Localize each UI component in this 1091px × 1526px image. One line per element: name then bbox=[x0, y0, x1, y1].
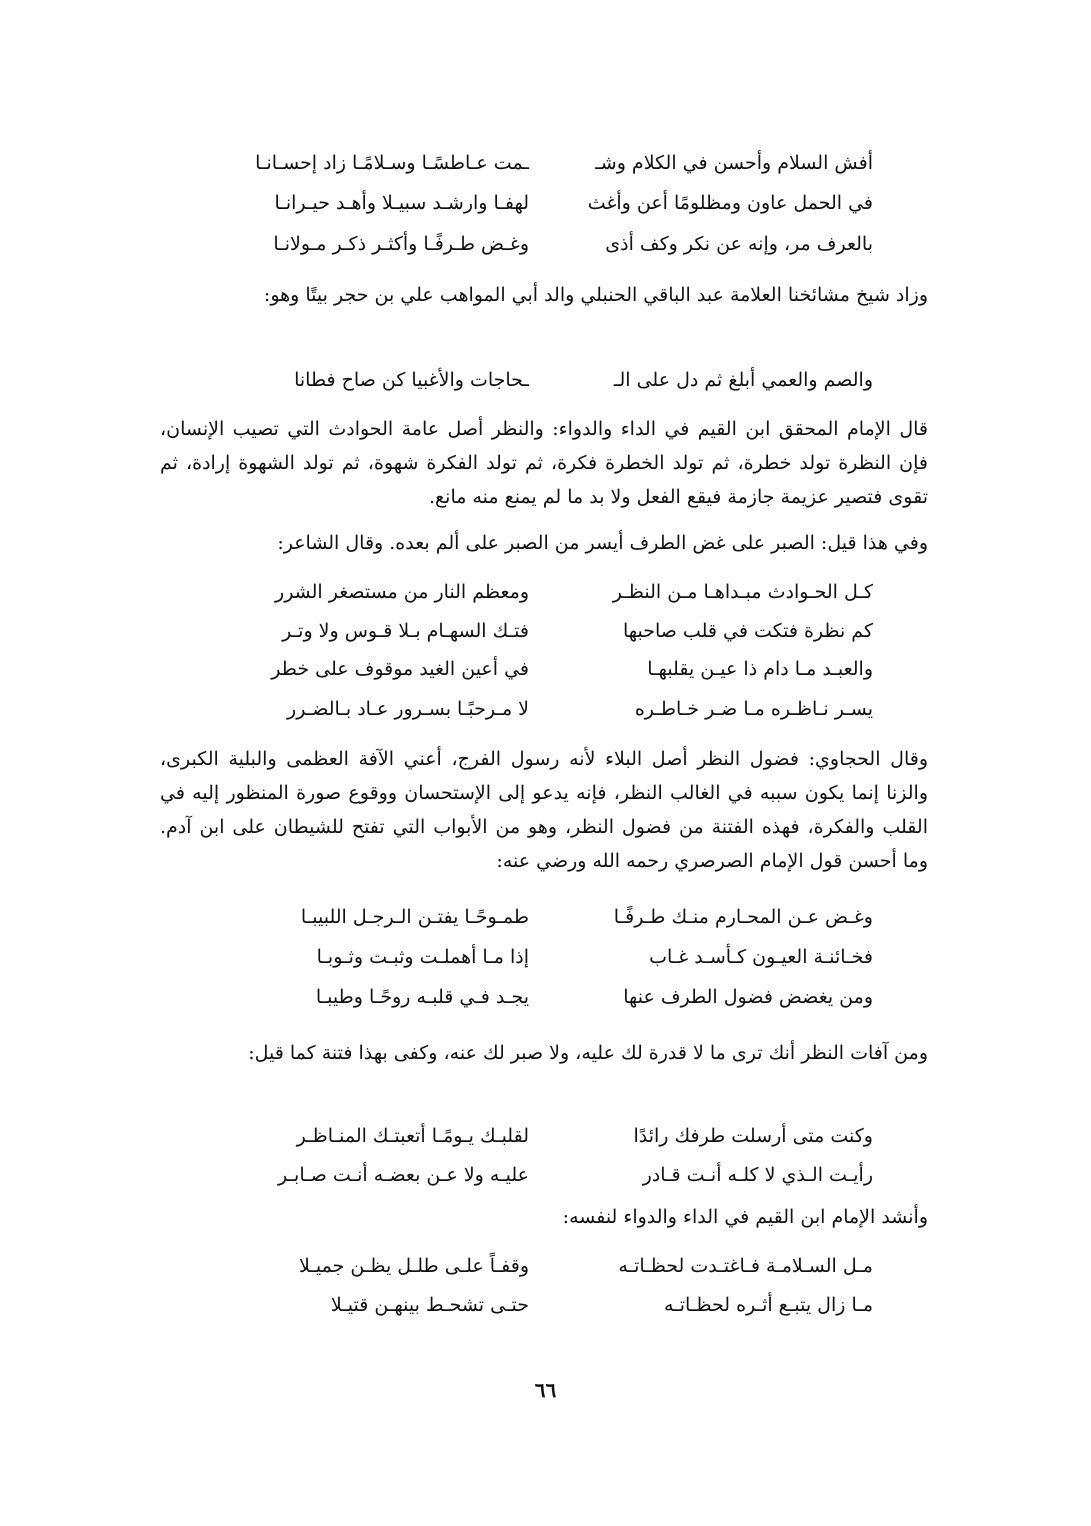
paragraph: وفي هذا قيل: الصبر على غض الطرف أيسر من الصبر على ألم بعده. وقال الشاعر: bbox=[277, 532, 928, 554]
verse-line bbox=[0, 360, 1091, 400]
paragraph: وأنشد الإمام ابن القيم في الداء والدواء لنفسه: bbox=[562, 1206, 928, 1228]
verse-second-hemistich: وقفـاً علـى طلـل يظـن جميـلا bbox=[298, 1255, 529, 1277]
verse-second-hemistich: وغـض طـرفًـا وأكثـر ذكـر مـولانـا bbox=[273, 233, 529, 255]
verse-line bbox=[0, 183, 1091, 223]
verse-line bbox=[0, 611, 1091, 651]
verse-first-hemistich: في الحمل عاون ومظلومًا أعن وأغث bbox=[587, 192, 873, 214]
verse-second-hemistich: ـحاجات والأغبيا كن صاح فطانا bbox=[294, 369, 529, 391]
verse-first-hemistich: والصم والعمي أبلغ ثم دل على الـ bbox=[613, 369, 873, 391]
verse-first-hemistich: وكنت متى أرسلت طرفك رائدًا bbox=[633, 1125, 873, 1147]
verse-line bbox=[0, 937, 1091, 977]
verse-second-hemistich: يجـد فـي قلبـه روحًـا وطيبـا bbox=[315, 986, 529, 1008]
verse-line bbox=[0, 224, 1091, 264]
verse-first-hemistich: مـا زال يتبـع أثـره لحظـاتـه bbox=[664, 1294, 873, 1316]
paragraph: وزاد شيخ مشائخنا العلامة عبد الباقي الحنبلي والد أبي المواهب علي بن حجر بيتًا وهو: bbox=[263, 284, 928, 306]
verse-line bbox=[0, 689, 1091, 729]
verse-first-hemistich: وغـض عـن المحـارم منـك طـرفًـا bbox=[613, 906, 873, 928]
verse-second-hemistich: لقلبـك يـومًـا أتعبتـك المنـاظـر bbox=[296, 1125, 529, 1147]
verse-second-hemistich: في أعين الغيد موقوف على خطر bbox=[271, 658, 529, 680]
verse-second-hemistich: لا مـرحبًـا بسـرور عـاد بـالضـرر bbox=[287, 698, 529, 720]
verse-line bbox=[0, 1246, 1091, 1286]
verse-second-hemistich: حتـى تشحـط بينهـن قتيـلا bbox=[330, 1294, 529, 1316]
verse-first-hemistich: والعبـد مـا دام ذا عيـن يقلبهـا bbox=[647, 658, 873, 680]
verse-line bbox=[0, 143, 1091, 183]
verse-line bbox=[0, 1116, 1091, 1156]
verse-second-hemistich: فتـك السهـام بـلا قـوس ولا وتـر bbox=[282, 620, 529, 642]
verse-first-hemistich: ومن يغضض فضول الطرف عنها bbox=[623, 986, 873, 1008]
verse-second-hemistich: ومعظم النار من مستصغر الشرر bbox=[275, 581, 529, 603]
verse-second-hemistich: عليـه ولا عـن بعضـه أنـت صـابـر bbox=[278, 1164, 529, 1186]
page-number: ٦٦ bbox=[534, 1378, 557, 1402]
verse-first-hemistich: بالعرف مر، وإنه عن نكر وكف أذى bbox=[605, 233, 873, 255]
verse-second-hemistich: طمـوحًـا يفتـن الـرجـل اللبيبـا bbox=[300, 906, 529, 928]
verse-line bbox=[0, 649, 1091, 689]
verse-second-hemistich: لهفـا وارشـد سبيـلا وأهـد حيـرانـا bbox=[274, 192, 529, 214]
paragraph: قال الإمام المحقق ابن القيم في الداء والدواء: والنظر أصل عامة الحوادث التي تصيب الإنسان، فإن النظرة تولد خطرة، ثم تولد الخطرة فكرة، ثم تولد الفكرة شهوة، ثم تولد الشهوة إرادة، ثم تقوى فتصير عزيمة جازمة فيقع الفعل ولا بد ما لم يمنع منه مانع. bbox=[160, 418, 928, 508]
verse-first-hemistich: أفش السلام وأحسن في الكلام وشـ bbox=[595, 152, 873, 174]
verse-second-hemistich: إذا مـا أهملـت وثبـت وثـوبـا bbox=[316, 946, 529, 968]
paragraph: وقال الحجاوي: فضول النظر أصل البلاء لأنه رسول الفرج، أعني الآفة العظمى والبلية الكبرى، والزنا إنما يكون سببه في الغالب النظر، فإنه يدعو إلى الإستحسان ووقوع صورة المنظور إليه في القلب والفكرة، فهذه الفتنة من فضول النظر، وهو من الأبواب التي تفتح للشيطان على ابن آدم. وما أحسن قول الإمام الصرصري رحمه الله ورضي عنه: bbox=[160, 748, 928, 872]
verse-first-hemistich: فخـائنـة العيـون كـأسـد غـاب bbox=[649, 946, 873, 968]
verse-line bbox=[0, 977, 1091, 1017]
verse-line bbox=[0, 1285, 1091, 1325]
verse-first-hemistich: كـل الحـوادث مبـداهـا مـن النظـر bbox=[612, 581, 873, 603]
verse-line bbox=[0, 897, 1091, 937]
verse-first-hemistich: رأيـت الـذي لا كلـه أنـت قـادر bbox=[642, 1164, 873, 1186]
verse-first-hemistich: يسـر نـاظـره مـا ضـر خـاطـره bbox=[634, 698, 873, 720]
verse-first-hemistich: كم نظرة فتكت في قلب صاحبها bbox=[622, 620, 873, 642]
verse-first-hemistich: مـل السـلامـة فـاغتـدت لحظـاتـه bbox=[618, 1255, 873, 1277]
paragraph: ومن آفات النظر أنك ترى ما لا قدرة لك عليه، ولا صبر لك عنه، وكفى بهذا فتنة كما قيل: bbox=[248, 1042, 928, 1064]
verse-second-hemistich: ـمت عـاطسًـا وسـلامًـا زاد إحسـانـا bbox=[255, 152, 529, 174]
verse-line bbox=[0, 1155, 1091, 1195]
verse-line bbox=[0, 572, 1091, 612]
